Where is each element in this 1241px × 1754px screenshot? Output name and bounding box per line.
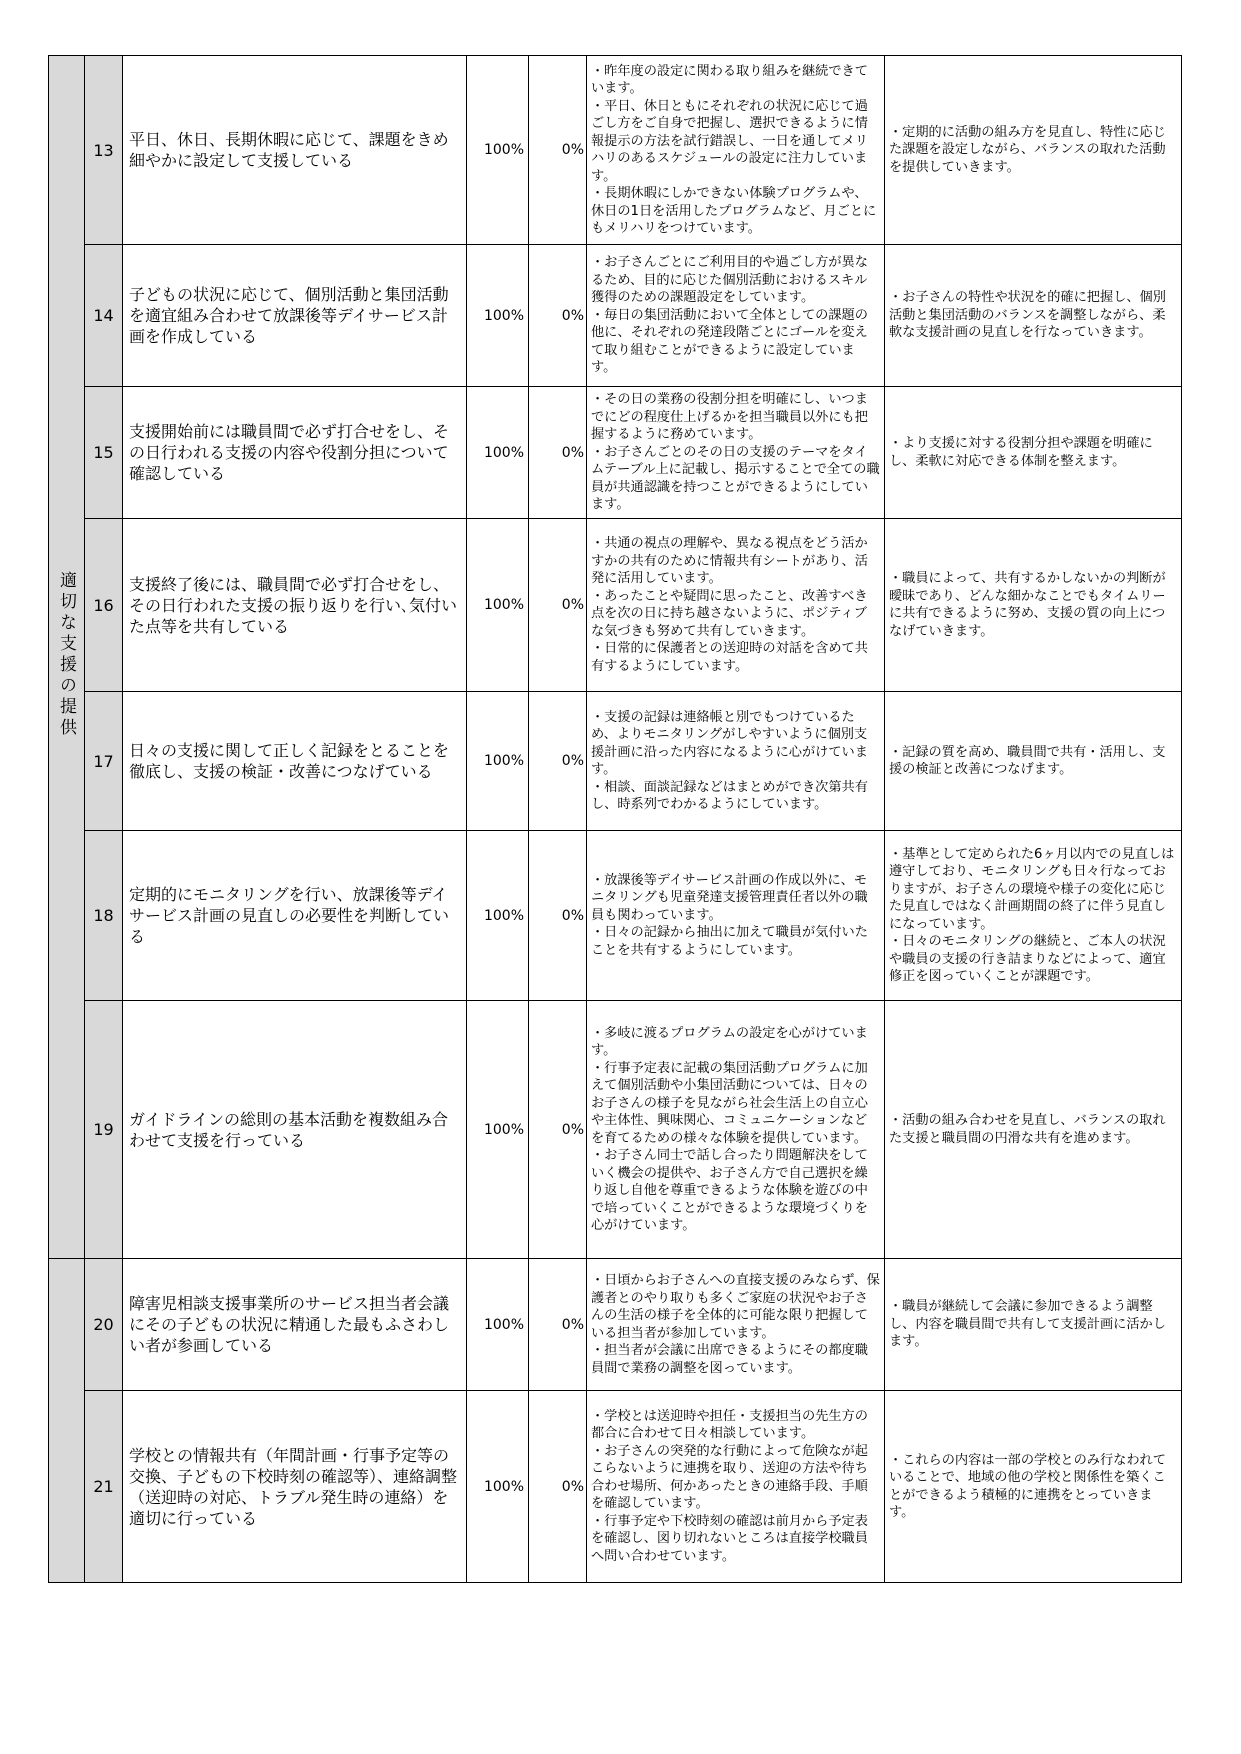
category-cell-blank bbox=[49, 1259, 85, 1583]
item-text: 日々の支援に関して正しく記録をとることを徹底し、支援の検証・改善につなげている bbox=[123, 692, 467, 831]
table-row bbox=[49, 387, 1182, 519]
item-text: 支援終了後には、職員間で必ず打合せをし、その日行われた支援の振り返りを行い､気付いた点等を共有している bbox=[123, 519, 467, 692]
category-label: 適切な支援の提供 bbox=[56, 571, 76, 739]
item-number: 21 bbox=[85, 1391, 123, 1583]
detail-text: ・多岐に渡るプログラムの設定を心がけています。 ・行事予定表に記載の集団活動プログラムに加えて個別活動や小集団活動については、日々のお子さんの様子を見ながら社会生活上の自立心や主体性、興味関心、コミュニケーションなどを育てるための様々な体験を提供しています。 ・お子さん同士で話し合ったり問題解決をしていく機会の提供や、お子さん方で自己選択を繰り返し自他を尊重できるような体験を遊びの中で培っていくことができるような環境づくりを心がけています。 bbox=[587, 1001, 885, 1259]
no-percent: 0% bbox=[529, 831, 587, 1001]
detail-text: ・日頃からお子さんへの直接支援のみならず、保護者とのやり取りも多くご家庭の状況やお子さんの生活の様子を全体的に可能な限り把握している担当者が参加しています。 ・担当者が会議に出席できるようにその都度職員間で業務の調整を図っています。 bbox=[587, 1259, 885, 1391]
plan-text: ・お子さんの特性や状況を的確に把握し、個別活動と集団活動のバランスを調整しながら、柔軟な支援計画の見直しを行なっていきます。 bbox=[885, 245, 1182, 387]
detail-text: ・お子さんごとにご利用目的や過ごし方が異なるため、目的に応じた個別活動におけるスキル獲得のための課題設定をしています。 ・毎日の集団活動において全体としての課題の他に、それぞれの発達段階ごとにゴールを変えて取り組むことができるように設定しています。 bbox=[587, 245, 885, 387]
item-text: ガイドラインの総則の基本活動を複数組み合わせて支援を行っている bbox=[123, 1001, 467, 1259]
item-text: 障害児相談支援事業所のサービス担当者会議にその子どもの状況に精通した最もふさわしい者が参画している bbox=[123, 1259, 467, 1391]
table-row bbox=[49, 519, 1182, 692]
item-number: 20 bbox=[85, 1259, 123, 1391]
yes-percent: 100% bbox=[467, 519, 529, 692]
no-percent: 0% bbox=[529, 1391, 587, 1583]
yes-percent: 100% bbox=[467, 1259, 529, 1391]
item-text: 子どもの状況に応じて、個別活動と集団活動を適宜組み合わせて放課後等デイサービス計画を作成している bbox=[123, 245, 467, 387]
yes-percent: 100% bbox=[467, 387, 529, 519]
plan-text: ・活動の組み合わせを見直し、バランスの取れた支援と職員間の円滑な共有を進めます。 bbox=[885, 1001, 1182, 1259]
item-number: 19 bbox=[85, 1001, 123, 1259]
no-percent: 0% bbox=[529, 692, 587, 831]
no-percent: 0% bbox=[529, 1259, 587, 1391]
plan-text: ・職員によって、共有するかしないかの判断が曖昧であり、どんな細かなことでもタイムリーに共有できるように努め、支援の質の向上につなげていきます。 bbox=[885, 519, 1182, 692]
table-row bbox=[49, 1391, 1182, 1583]
no-percent: 0% bbox=[529, 387, 587, 519]
yes-percent: 100% bbox=[467, 1391, 529, 1583]
item-number: 18 bbox=[85, 831, 123, 1001]
table-row bbox=[49, 1001, 1182, 1259]
no-percent: 0% bbox=[529, 56, 587, 245]
plan-text: ・定期的に活動の組み方を見直し、特性に応じた課題を設定しながら、バランスの取れた活動を提供していきます。 bbox=[885, 56, 1182, 245]
item-number: 16 bbox=[85, 519, 123, 692]
table-row bbox=[49, 1259, 1182, 1391]
detail-text: ・共通の視点の理解や、異なる視点をどう活かすかの共有のために情報共有シートがあり、活発に活用しています。 ・あったことや疑問に思ったこと、改善すべき点を次の日に持ち越さないように、ポジティブな気づきも努めて共有していきます。 ・日常的に保護者との送迎時の対話を含めて共有するようにしています。 bbox=[587, 519, 885, 692]
plan-text: ・基準として定められた6ヶ月以内での見直しは遵守しており、モニタリングも日々行なっておりますが、お子さんの環境や様子の変化に応じた見直しではなく計画期間の終了に伴う見直しになっています。 ・日々のモニタリングの継続と、ご本人の状況や職員の支援の行き詰まりなどによって、適宜修正を図っていくことが課題です。 bbox=[885, 831, 1182, 1001]
item-text: 定期的にモニタリングを行い、放課後等デイサービス計画の見直しの必要性を判断している bbox=[123, 831, 467, 1001]
item-number: 15 bbox=[85, 387, 123, 519]
table-row bbox=[49, 56, 1182, 245]
yes-percent: 100% bbox=[467, 692, 529, 831]
detail-text: ・支援の記録は連絡帳と別でもつけているため、よりモニタリングがしやすいように個別支援計画に沿った内容になるように心がけています。 ・相談、面談記録などはまとめができ次第共有し、時系列でわかるようにしています。 bbox=[587, 692, 885, 831]
yes-percent: 100% bbox=[467, 245, 529, 387]
detail-text: ・その日の業務の役割分担を明確にし、いつまでにどの程度仕上げるかを担当職員以外にも把握するように務めています。 ・お子さんごとのその日の支援のテーマをタイムテーブル上に記載し、掲示することで全ての職員が共通認識を持つことができるようにしています。 bbox=[587, 387, 885, 519]
yes-percent: 100% bbox=[467, 56, 529, 245]
detail-text: ・放課後等デイサービス計画の作成以外に、モニタリングも児童発達支援管理責任者以外の職員も関わっています。 ・日々の記録から抽出に加えて職員が気付いたことを共有するようにしています。 bbox=[587, 831, 885, 1001]
item-number: 17 bbox=[85, 692, 123, 831]
table-row bbox=[49, 692, 1182, 831]
detail-text: ・学校とは送迎時や担任・支援担当の先生方の都合に合わせて日々相談しています。 ・お子さんの突発的な行動によって危険なが起こらないように連携を取り、送迎の方法や待ち合わせ場所、何かあったときの連絡手段、手順を確認しています。 ・行事予定や下校時刻の確認は前月から予定表を確認し、図り切れないところは直接学校職員へ問い合わせています。 bbox=[587, 1391, 885, 1583]
item-number: 13 bbox=[85, 56, 123, 245]
no-percent: 0% bbox=[529, 245, 587, 387]
item-text: 平日、休日、長期休暇に応じて、課題をきめ細やかに設定して支援している bbox=[123, 56, 467, 245]
plan-text: ・記録の質を高め、職員間で共有・活用し、支援の検証と改善につなげます。 bbox=[885, 692, 1182, 831]
item-text: 支援開始前には職員間で必ず打合せをし、その日行われる支援の内容や役割分担について確認している bbox=[123, 387, 467, 519]
detail-text: ・昨年度の設定に関わる取り組みを継続できています。 ・平日、休日ともにそれぞれの状況に応じて過ごし方をご自身で把握し、選択できるように情報提示の方法を試行錯誤し、一日を通してメリハリのあるスケジュールの設定に注力しています。 ・長期休暇にしかできない体験プログラムや、休日の1日を活用したプログラムなど、月ごとにもメリハリをつけています。 bbox=[587, 56, 885, 245]
item-number: 14 bbox=[85, 245, 123, 387]
evaluation-table bbox=[48, 55, 1182, 1583]
yes-percent: 100% bbox=[467, 831, 529, 1001]
plan-text: ・職員が継続して会議に参加できるよう調整し、内容を職員間で共有して支援計画に活かします。 bbox=[885, 1259, 1182, 1391]
category-cell bbox=[49, 56, 85, 1259]
item-text: 学校との情報共有（年間計画・行事予定等の交換、子どもの下校時刻の確認等）、連絡調整（送迎時の対応、トラブル発生時の連絡）を適切に行っている bbox=[123, 1391, 467, 1583]
yes-percent: 100% bbox=[467, 1001, 529, 1259]
table-row bbox=[49, 831, 1182, 1001]
plan-text: ・これらの内容は一部の学校とのみ行なわれていることで、地域の他の学校と関係性を築くことができるよう積極的に連携をとっていきます。 bbox=[885, 1391, 1182, 1583]
no-percent: 0% bbox=[529, 1001, 587, 1259]
no-percent: 0% bbox=[529, 519, 587, 692]
plan-text: ・より支援に対する役割分担や課題を明確にし、柔軟に対応できる体制を整えます。 bbox=[885, 387, 1182, 519]
table-row bbox=[49, 245, 1182, 387]
